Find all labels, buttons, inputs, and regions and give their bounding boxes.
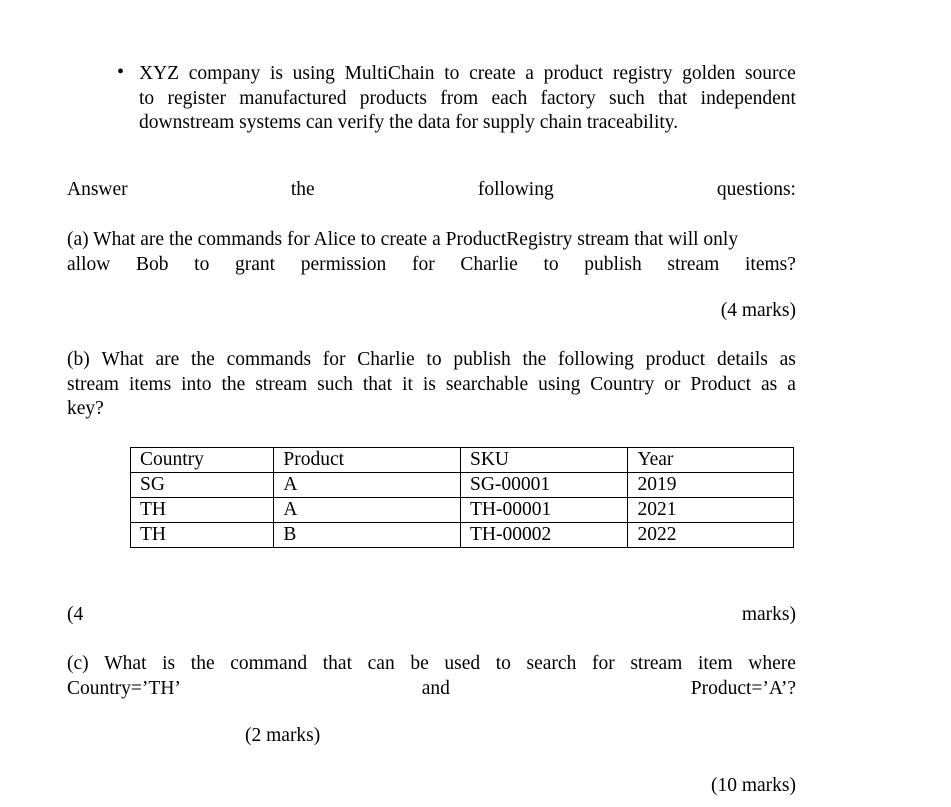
intro-line-2-text-word: that (658, 87, 688, 109)
question-b-line-2-text-word: that (362, 373, 393, 395)
table-cell: B (274, 523, 461, 548)
qa-word: to (194, 253, 210, 275)
question-b-line-2-text-word: items (128, 373, 172, 395)
question-a (67, 228, 796, 277)
intro-line-2-text-word: from (440, 87, 479, 109)
question-b-line-1-text-word: Charlie (357, 349, 415, 370)
intro-line-2-text-word: products (359, 87, 427, 109)
qa-word: permission (300, 253, 387, 275)
question-c-line-1-text-word: command (230, 653, 308, 674)
intro-line-1-text-word: source (744, 63, 796, 84)
intro-line-1-text-word: registry (612, 63, 673, 84)
qa-word: publish (584, 253, 642, 275)
question-c-line-1-text-word: the (190, 653, 215, 674)
question-c-line-1-text-word: for (591, 653, 615, 674)
intro-line-2-text-word: independent (700, 87, 796, 109)
table-cell: TH-00002 (460, 523, 628, 548)
intro-line-3 (139, 111, 796, 136)
question-b-line-2-text-word: as (760, 373, 778, 395)
table-cell: 2021 (628, 498, 794, 523)
qa-word: allow (67, 253, 111, 275)
question-b-line-2-text-word: stream (67, 373, 119, 395)
intro-paragraph (139, 62, 796, 136)
question-b-line-1-text-word: to (426, 349, 442, 370)
question-c-line-1-text-word: used (444, 653, 481, 674)
qc-word: and (421, 677, 450, 699)
question-c-line-1-text-word: where (748, 653, 796, 674)
question-b-line-1-text-word: (b) (67, 349, 90, 370)
column-header-year: Year (628, 448, 794, 473)
question-c-line-1-text-word: is (162, 653, 176, 674)
instruction-line (67, 179, 796, 201)
intro-line-2-text-word: each (491, 87, 528, 109)
question-b-line-3: key? (67, 398, 104, 419)
question-c-line-1-text-word: be (410, 653, 429, 674)
qc-word: Product=’A’? (690, 677, 796, 699)
question-b-line-1 (67, 348, 796, 373)
question-b-line-1-text-word: as (779, 349, 796, 370)
question-b-line-1-text-word: for (322, 349, 346, 370)
table-cell: A (274, 473, 461, 498)
instruction-word: questions: (716, 179, 796, 200)
table-row (131, 473, 794, 498)
question-b-line-2-text-word: stream (255, 373, 308, 395)
intro-line-1-text-word: a (525, 63, 534, 84)
table-cell: TH (131, 523, 274, 548)
table-cell: 2022 (628, 523, 794, 548)
question-c-line-1 (67, 652, 796, 677)
table-cell: SG (131, 473, 274, 498)
question-c-line-1-text-word: to (495, 653, 511, 674)
intro-line-1-text-word: MultiChain (344, 63, 435, 84)
intro-line-3-text: downstream systems can verify the data for supply chain traceability. (139, 112, 679, 133)
question-b-line-2-text-word: it (402, 373, 413, 395)
intro-line-1-text-word: is (269, 63, 283, 84)
intro-line-2-text-word: manufactured (239, 87, 347, 109)
question-c-marks: (2 marks) (245, 725, 321, 746)
qa-word: Bob (135, 253, 169, 275)
question-b (67, 348, 796, 422)
question-b-line-1-text-word: What (101, 349, 144, 370)
question-b-line-1-text-word: the (191, 349, 215, 370)
qb-marks-word: (4 (67, 604, 84, 625)
question-b-line-2-text-word: or (664, 373, 681, 395)
question-b-line-1-text-word: publish (453, 349, 511, 370)
qa-word: items? (745, 253, 796, 275)
table-cell: TH-00001 (460, 498, 628, 523)
column-header-product: Product (274, 448, 461, 473)
table-row (131, 523, 794, 548)
question-b-line-2-text-word: searchable (445, 373, 529, 395)
question-a-marks: (4 marks) (720, 300, 796, 321)
question-b-line-1-text-word: product (645, 349, 706, 370)
question-b-line-2-text-word: the (221, 373, 246, 395)
question-a-line-1: (a) What are the commands for Alice to create a ProductRegistry stream that will only (67, 229, 739, 250)
column-header-sku: SKU (460, 448, 628, 473)
question-c (67, 652, 796, 701)
table-cell: A (274, 498, 461, 523)
intro-line-2-text-word: register (167, 87, 226, 109)
question-b-line-2-text-word: into (181, 373, 212, 395)
question-b-line-2-text-word: a (787, 373, 796, 395)
intro-line-1 (139, 62, 796, 87)
table-cell: SG-00001 (460, 473, 628, 498)
question-b-line-2-text-word: Product (690, 373, 752, 395)
question-b-line-2-text-word: Country (590, 373, 655, 395)
question-c-line-1-text-word: can (367, 653, 395, 674)
intro-line-1-text-word: to (444, 63, 460, 84)
qa-word: for (411, 253, 435, 275)
question-b-line-1-text-word: the (522, 349, 547, 370)
question-b-line-2-text-word: using (538, 373, 581, 395)
instruction-word: following (477, 179, 554, 200)
question-a-line-2 (67, 253, 796, 278)
intro-line-1-text-word: golden (682, 63, 736, 84)
question-b-line-1-text-word: are (155, 349, 180, 370)
column-header-country: Country (131, 448, 274, 473)
qa-word: Charlie (460, 253, 518, 275)
qa-word: to (543, 253, 559, 275)
intro-line-1-text-word: XYZ (139, 63, 180, 84)
qc-word: Country=’TH’ (67, 677, 181, 699)
intro-line-2-text-word: to (139, 87, 155, 109)
intro-line-1-text-word: company (188, 63, 261, 84)
question-b-line-1-text-word: following (558, 349, 634, 370)
question-c-line-2 (67, 677, 796, 702)
table-cell: TH (131, 498, 274, 523)
question-b-line-2 (67, 373, 796, 398)
question-b-line-1-text-word: commands (226, 349, 312, 370)
instruction-word: the (290, 179, 315, 200)
qb-marks-word: marks) (741, 604, 796, 625)
bullet-icon: • (117, 61, 125, 83)
intro-line-1-text-word: product (543, 63, 604, 84)
intro-line-2-text-word: factory (540, 87, 596, 109)
table-cell: 2019 (628, 473, 794, 498)
question-c-line-1-text-word: What (104, 653, 147, 674)
product-table (130, 447, 794, 548)
qa-word: stream (667, 253, 720, 275)
intro-line-1-text-word: create (469, 63, 516, 84)
intro-line-2 (139, 87, 796, 112)
question-b-line-2-text-word: is (422, 373, 436, 395)
question-c-line-1-text-word: item (697, 653, 733, 674)
instruction-word: Answer (67, 179, 128, 200)
question-b-marks (67, 604, 796, 626)
question-c-line-1-text-word: (c) (67, 653, 89, 674)
total-marks: (10 marks) (710, 775, 796, 796)
qa-word: grant (234, 253, 276, 275)
table-row (131, 498, 794, 523)
question-c-line-1-text-word: that (322, 653, 353, 674)
question-b-line-1-text-word: details (716, 349, 768, 370)
intro-line-2-text-word: such (609, 87, 645, 109)
question-c-line-1-text-word: search (526, 653, 577, 674)
table-header-row (131, 448, 794, 473)
intro-line-1-text-word: using (292, 63, 335, 84)
question-b-line-2-text-word: such (317, 373, 353, 395)
question-c-line-1-text-word: stream (630, 653, 683, 674)
